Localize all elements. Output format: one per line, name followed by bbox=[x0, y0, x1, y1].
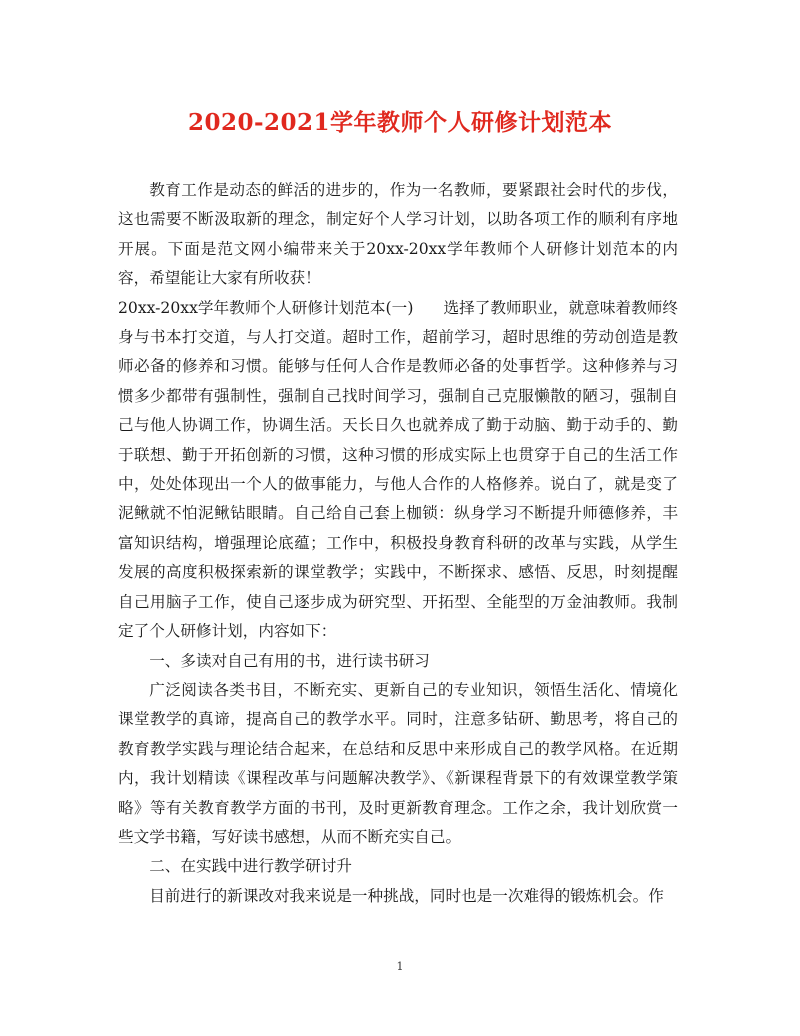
document-body bbox=[118, 176, 678, 911]
reading-paragraph: 广泛阅读各类书目，不断充实、更新自己的专业知识，领悟生活化、情境化课堂教学的真谛，提高自己的教学水平。同时，注意多钻研、勤思考，将自己的教育教学实践与理论结合起来，在总结和反思中来形成自己的教学风格。在近期内，我计划精读《课程改革与问题解决教学》、《新课程背景下的有效课堂教学策略》等有关教育教学方面的书刊，及时更新教育理念。工作之余，我计划欣赏一些文学书籍，写好读书感想，从而不断充实自己。 bbox=[118, 680, 678, 846]
practice-paragraph: 目前进行的新课改对我来说是一种挑战，同时也是一次难得的锻炼机会。作 bbox=[149, 886, 664, 905]
section-text: 选择了教师职业，就意味着教师终身与书本打交道，与人打交道。超时工作，超前学习，超时思维的劳动创造是教师必备的修养和习惯。能够与任何人合作是教师必备的处事哲学。这种修养与习惯多少都带有强制性，强制自己找时间学习，强制自己克服懒散的陋习，强制自己与他人协调工作，协调生活。天长日久也就养成了勤于动脑、勤于动手的、勤于联想、勤于开拓创新的习惯，这种习惯的形成实际上也贯穿于自己的生活工作中，处处体现出一个人的做事能力，与他人合作的人格修养。说白了，就是变了泥鳅就不怕泥鳅钻眼睛。自己给自己套上枷锁：纵身学习不断提升师德修养，丰富知识结构，增强理论底蕴；工作中，积极投身教育科研的改革与实践，从学生发展的高度积极探索新的课堂教学；实践中，不断探求、感悟、反思，时刻提醒自己用脑子工作，使自己逐步成为研究型、开拓型、全能型的万金油教师。我制定了个人研修计划，内容如下： bbox=[118, 298, 678, 641]
page-number: 1 bbox=[396, 960, 404, 973]
section-label: 20xx-20xx学年教师个人研修计划范本(一) bbox=[118, 298, 414, 317]
document-title: 2020-2021学年教师个人研修计划范本 bbox=[187, 109, 613, 136]
heading-reading: 一、多读对自己有用的书，进行读书研习 bbox=[149, 651, 430, 670]
section-paragraph bbox=[118, 294, 678, 647]
heading-practice: 二、在实践中进行教学研讨升 bbox=[149, 857, 352, 876]
intro-paragraph: 教育工作是动态的鲜活的进步的，作为一名教师，要紧跟社会时代的步伐，这也需要不断汲取新的理念，制定好个人学习计划，以助各项工作的顺利有序地开展。下面是范文网小编带来关于20xx-20xx学年教师个人研修计划范本的内容，希望能让大家有所收获！ bbox=[118, 181, 678, 288]
